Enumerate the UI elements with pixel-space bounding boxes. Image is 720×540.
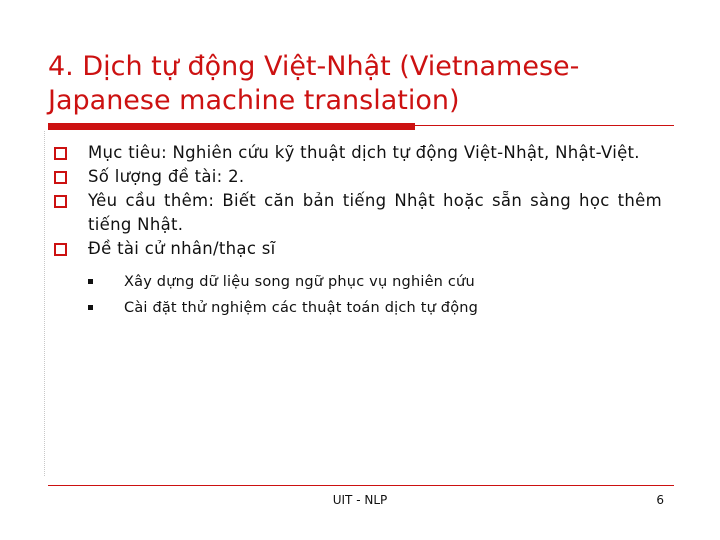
sub-bullet-item-algorithms (88, 295, 662, 321)
hollow-square-icon (54, 171, 67, 184)
bullet-text: Yêu cầu thêm: Biết căn bản tiếng Nhật hoặc sẵn sàng học thêm tiếng Nhật. (88, 191, 662, 234)
bullet-text: Mục tiêu: Nghiên cứu kỹ thuật dịch tự động Việt-Nhật, Nhật-Việt. (88, 143, 640, 162)
bullet-item-requirement (54, 189, 662, 237)
bullet-text: Đề tài cử nhân/thạc sĩ (88, 239, 276, 258)
filled-square-icon (88, 305, 93, 310)
footer-label: UIT - NLP (332, 493, 388, 507)
bullet-text: Số lượng đề tài: 2. (88, 167, 245, 186)
title-underline (48, 125, 674, 126)
hollow-square-icon (54, 243, 67, 256)
hollow-square-icon (54, 195, 67, 208)
bullet-item-count (54, 165, 662, 189)
page-number: 6 (656, 493, 664, 507)
filled-square-icon (88, 279, 93, 284)
slide-title: 4. Dịch tự động Việt-Nhật (Vietnamese-Japanese machine translation) (48, 51, 580, 116)
left-dotted-guide (44, 131, 45, 476)
bullet-item-goal (54, 141, 662, 165)
footer-divider (48, 485, 674, 486)
hollow-square-icon (54, 147, 67, 160)
bullet-list (54, 141, 662, 321)
sub-bullet-item-data (88, 269, 662, 295)
sub-bullet-text: Xây dựng dữ liệu song ngữ phục vụ nghiên cứu (124, 274, 475, 290)
sub-bullet-list (88, 269, 662, 321)
sub-bullet-text: Cài đặt thử nghiệm các thuật toán dịch tự động (124, 300, 479, 316)
bullet-item-level (54, 237, 662, 321)
